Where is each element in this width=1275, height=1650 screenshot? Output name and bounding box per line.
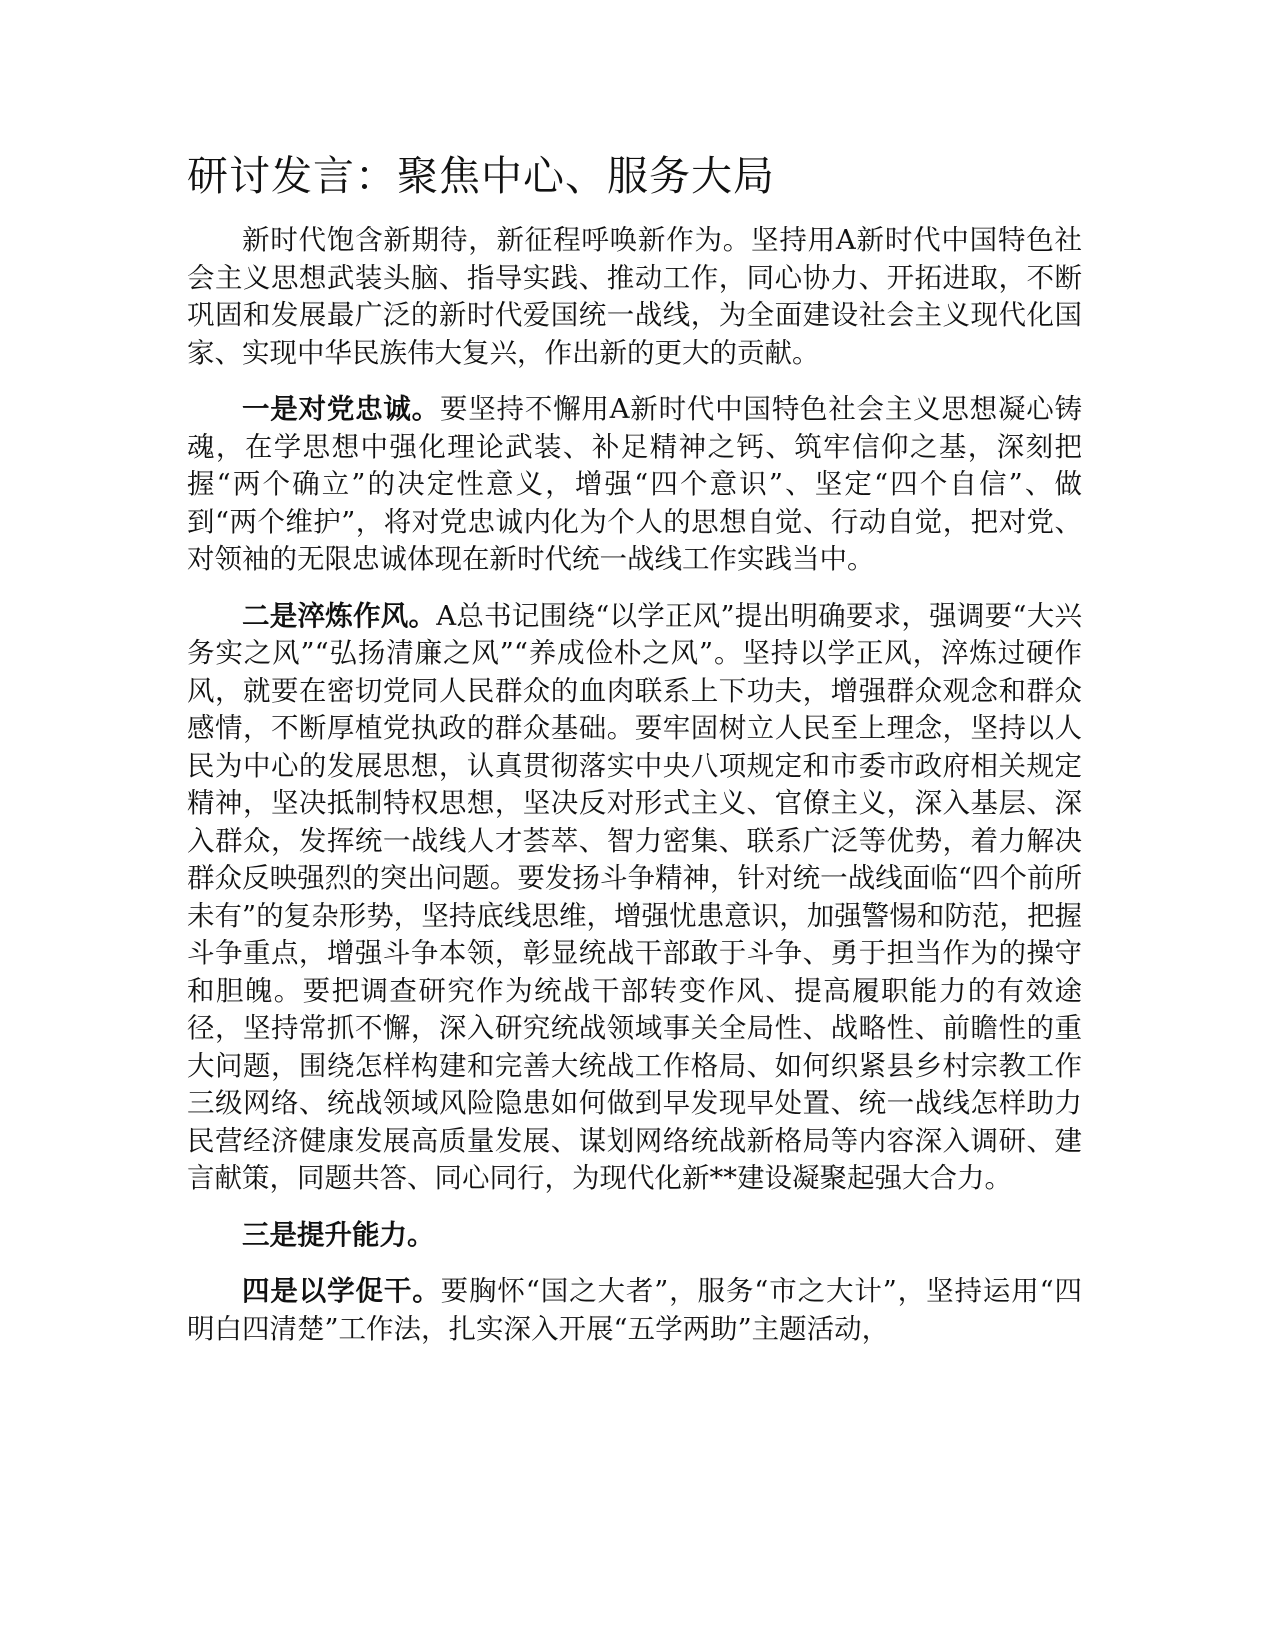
section-text-2: A总书记围绕“以学正风”提出明确要求，强调要“大兴务实之风”“弘扬清廉之风”“养成俭朴之风”。坚持以学正风，淬炼过硬作风，就要在密切党同人民群众的血肉联系上下功夫，增强群众观念和群众感情，不断厚植党执政的群众基础。要牢固树立人民至上理念，坚持以人民为中心的发展思想，认真贯彻落实中央八项规定和市委市政府相关规定精神，坚决抵制特权思想，坚决反对形式主义、官僚主义，深入基层、深入群众，发挥统一战线人才荟萃、智力密集、联系广泛等优势，着力解决群众反映强烈的突出问题。要发扬斗争精神，针对统一战线面临“四个前所未有”的复杂形势，坚持底线思维，增强忧患意识，加强警惕和防范，把握斗争重点，增强斗争本领，彰显统战干部敢于斗争、勇于担当作为的操守和胆魄。要把调查研究作为统战干部转变作风、提高履职能力的有效途径，坚持常抓不懈，深入研究统战领域事关全局性、战略性、前瞻性的重大问题，围绕怎样构建和完善大统战工作格局、如何织紧县乡村宗教工作三级网络、统战领域风险隐患如何做到早发现早处置、统一战线怎样助力民营经济健康发展高质量发展、谋划网络统战新格局等内容深入调研、建言献策，同题共答、同心同行，为现代化新**建设凝聚起强大合力。 — [187, 599, 1082, 1194]
section-lead-1: 一是对党忠诚。 — [242, 393, 440, 425]
section-lead-4: 四是以学促干。 — [242, 1275, 441, 1307]
section-paragraph-4 — [187, 1273, 1082, 1348]
intro-paragraph: 新时代饱含新期待，新征程呼唤新作为。坚持用A新时代中国特色社会主义思想武装头脑、指导实践、推动工作，同心协力、开拓进取，不断巩固和发展最广泛的新时代爱国统一战线，为全面建设社会主义现代化国家、实现中华民族伟大复兴，作出新的更大的贡献。 — [187, 224, 1082, 369]
document-title: 研讨发言：聚焦中心、服务大局 — [187, 152, 775, 200]
section-lead-2: 二是淬炼作风。 — [242, 599, 437, 632]
section-paragraph-1 — [187, 391, 1082, 579]
section-paragraph-3 — [187, 1217, 1082, 1255]
document-page — [187, 150, 1082, 1367]
section-lead-3: 三是提升能力。 — [242, 1218, 435, 1251]
section-paragraph-2 — [187, 598, 1082, 1198]
section-text-1: 要坚持不懈用A新时代中国特色社会主义思想凝心铸魂，在学思想中强化理论武装、补足精神之钙、筑牢信仰之基，深刻把握“两个确立”的决定性意义，增强“四个意识”、坚定“四个自信”、做到“两个维护”，将对党忠诚内化为个人的思想自觉、行动自觉，把对党、对领袖的无限忠诚体现在新时代统一战线工作实践当中。 — [187, 393, 1083, 575]
section-text-4: 要胸怀“国之大者”，服务“市之大计”，坚持运用“四明白四清楚”工作法，扎实深入开展“五学两助”主题活动， — [187, 1275, 1083, 1345]
